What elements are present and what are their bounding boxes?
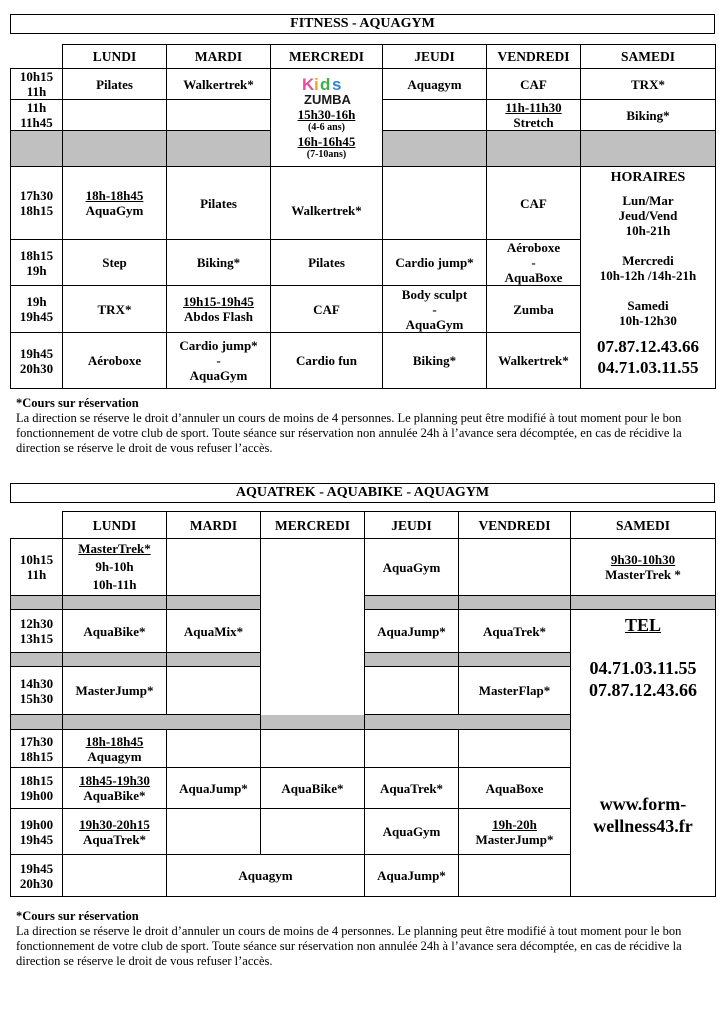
class-cell: AquaTrek*: [365, 768, 459, 809]
class-cell: [365, 730, 459, 768]
notes-header: *Cours sur réservation: [16, 909, 139, 923]
grey-band: [11, 715, 63, 730]
class-cell: Cardio jump* - AquaGym: [167, 333, 271, 389]
class-cell: Zumba: [487, 286, 581, 333]
class-cell: [167, 730, 261, 768]
reservation-notes: [16, 396, 711, 456]
kids-slot2: 16h-16h45: [297, 134, 356, 149]
svg-text:s: s: [331, 75, 341, 94]
class-cell: CAF: [487, 167, 581, 240]
day-header: JEUDI: [383, 45, 487, 69]
day-header: SAMEDI: [581, 45, 716, 69]
kids-age2: (7-10ans): [306, 149, 347, 160]
time-cell: 12h30 13h15: [11, 610, 63, 653]
kids-zumba-logo: [296, 73, 358, 107]
class-cell: [459, 730, 571, 768]
grey-band: [167, 131, 271, 167]
day-header: VENDREDI: [459, 512, 571, 539]
day-header: MERCREDI: [261, 512, 365, 539]
contact-cell: [571, 610, 716, 897]
kids-zumba-cell: [271, 69, 383, 167]
class-cell: Pilates: [271, 240, 383, 286]
time-cell: 19h00 19h45: [11, 809, 63, 855]
phone-number: 07.87.12.43.66: [589, 680, 697, 700]
class-cell: 19h30-20h15 AquaTrek*: [63, 809, 167, 855]
day-header: LUNDI: [63, 45, 167, 69]
class-cell: AquaJump*: [167, 768, 261, 809]
horaires-title: HORAIRES: [610, 170, 686, 185]
class-cell: Cardio jump*: [383, 240, 487, 286]
class-cell: 19h15-19h45 Abdos Flash: [167, 286, 271, 333]
time-cell: 19h45 20h30: [11, 855, 63, 897]
svg-text:i: i: [313, 75, 319, 94]
horaires-line: Lun/Mar: [622, 193, 674, 208]
website-link[interactable]: wellness43.fr: [593, 816, 693, 836]
day-header: SAMEDI: [571, 512, 716, 539]
grey-band: [63, 653, 167, 667]
class-cell: Walkertrek*: [167, 69, 271, 100]
class-cell: AquaBike*: [63, 610, 167, 653]
grey-band: [11, 596, 63, 610]
reservation-notes: [16, 909, 711, 969]
svg-text:K: K: [301, 75, 314, 94]
day-header: LUNDI: [63, 512, 167, 539]
section2-title: AQUATREK - AQUABIKE - AQUAGYM: [10, 483, 715, 503]
horaires-line: 10h-21h: [625, 223, 671, 238]
day-header: MARDI: [167, 512, 261, 539]
website-link[interactable]: www.form-: [599, 794, 687, 814]
kids-slot1: 15h30-16h: [297, 107, 356, 122]
class-cell: 11h-11h30 Stretch: [487, 100, 581, 131]
class-cell: AquaBoxe: [459, 768, 571, 809]
corner-cell: [11, 45, 63, 69]
class-cell: 9h30-10h30 MasterTrek *: [571, 539, 716, 596]
time-cell: 10h15 11h: [11, 69, 63, 100]
horaires-line: 10h-12h /14h-21h: [599, 268, 697, 283]
grey-band: [581, 131, 716, 167]
class-cell: [167, 539, 261, 596]
kids-age1: (4-6 ans): [308, 122, 345, 133]
day-header: MERCREDI: [271, 45, 383, 69]
grey-band: [63, 715, 571, 730]
grey-band: [63, 596, 167, 610]
class-cell: TRX*: [581, 69, 716, 100]
time-cell: 18h15 19h00: [11, 768, 63, 809]
grey-band: [459, 596, 571, 610]
class-cell: 18h45-19h30 AquaBike*: [63, 768, 167, 809]
horaires-cell: [581, 167, 716, 389]
horaires-line: Samedi: [627, 298, 669, 313]
grey-band: [365, 653, 459, 667]
class-cell: AquaJump*: [365, 855, 459, 897]
phone-number: 07.87.12.43.66: [597, 337, 699, 356]
class-cell: MasterTrek* 9h-10h 10h-11h: [63, 539, 167, 596]
class-cell: Walkertrek*: [271, 167, 383, 240]
horaires-line: 10h-12h30: [619, 313, 677, 328]
class-cell: [167, 667, 261, 715]
svg-text:d: d: [319, 75, 330, 94]
class-cell: AquaTrek*: [459, 610, 571, 653]
time-cell: 17h30 18h15: [11, 167, 63, 240]
horaires-line: Jeud/Vend: [618, 208, 678, 223]
class-cell: [365, 667, 459, 715]
class-cell: AquaGym: [365, 809, 459, 855]
class-cell: MasterJump*: [63, 667, 167, 715]
time-cell: 19h45 20h30: [11, 333, 63, 389]
tel-label: TEL: [624, 615, 662, 635]
grey-band: [571, 596, 716, 610]
class-cell: AquaJump*: [365, 610, 459, 653]
day-header: JEUDI: [365, 512, 459, 539]
class-cell: [261, 730, 365, 768]
class-cell: MasterFlap*: [459, 667, 571, 715]
class-cell: Body sculpt - AquaGym: [383, 286, 487, 333]
time-cell: 18h15 19h: [11, 240, 63, 286]
class-cell: [459, 539, 571, 596]
class-cell: Aquagym: [167, 855, 365, 897]
class-cell: Aquagym: [383, 69, 487, 100]
grey-band: [63, 131, 167, 167]
grey-band: [383, 131, 487, 167]
class-cell: Biking*: [581, 100, 716, 131]
class-cell: Aéroboxe - AquaBoxe: [487, 240, 581, 286]
time-cell: 11h 11h45: [11, 100, 63, 131]
class-cell: [261, 809, 365, 855]
class-cell: Aéroboxe: [63, 333, 167, 389]
class-cell: CAF: [487, 69, 581, 100]
phone-number: 04.71.03.11.55: [589, 658, 697, 678]
class-cell: [459, 855, 571, 897]
class-cell: [383, 167, 487, 240]
phone-number: 04.71.03.11.55: [597, 358, 699, 377]
grey-band: [365, 596, 459, 610]
class-cell: 19h-20h MasterJump*: [459, 809, 571, 855]
class-cell: Biking*: [383, 333, 487, 389]
class-cell: Walkertrek*: [487, 333, 581, 389]
class-cell: Step: [63, 240, 167, 286]
time-cell: 17h30 18h15: [11, 730, 63, 768]
class-cell: [383, 100, 487, 131]
class-cell: Cardio fun: [271, 333, 383, 389]
class-cell: [63, 855, 167, 897]
class-cell: 18h-18h45 AquaGym: [63, 167, 167, 240]
fitness-schedule-table: [10, 44, 716, 389]
class-cell: Biking*: [167, 240, 271, 286]
time-cell: 19h 19h45: [11, 286, 63, 333]
mercredi-empty-cell: [261, 539, 365, 730]
corner-cell: [11, 512, 63, 539]
grey-band: [167, 653, 261, 667]
notes-text: La direction se réserve le droit d’annuler un cours de moins de 4 personnes. Le planning peut être modifié à tout moment pour le bon fonctionnement de votre club de sport. Toute séance sur réservation non annulée 24h à l’avance sera décomptée, en cas de récidive la direction se réserve le droit de vous refuser l’accès.: [16, 924, 682, 968]
class-cell: [167, 100, 271, 131]
aqua-schedule-table: [10, 511, 716, 897]
grey-band: [487, 131, 581, 167]
time-cell: 10h15 11h: [11, 539, 63, 596]
grey-band: [11, 653, 63, 667]
class-cell: [167, 809, 261, 855]
class-cell: CAF: [271, 286, 383, 333]
section1-title: FITNESS - AQUAGYM: [10, 14, 715, 34]
day-header: VENDREDI: [487, 45, 581, 69]
notes-header: *Cours sur réservation: [16, 396, 139, 410]
class-cell: 18h-18h45 Aquagym: [63, 730, 167, 768]
class-cell: AquaMix*: [167, 610, 261, 653]
grey-band: [167, 596, 261, 610]
grey-band: [11, 131, 63, 167]
class-cell: TRX*: [63, 286, 167, 333]
grey-band: [459, 653, 571, 667]
time-cell: 14h30 15h30: [11, 667, 63, 715]
class-cell: Pilates: [63, 69, 167, 100]
class-cell: AquaBike*: [261, 768, 365, 809]
horaires-line: Mercredi: [622, 253, 674, 268]
svg-text:ZUMBA: ZUMBA: [303, 92, 351, 107]
class-cell: AquaGym: [365, 539, 459, 596]
day-header: MARDI: [167, 45, 271, 69]
class-cell: [63, 100, 167, 131]
class-cell: Pilates: [167, 167, 271, 240]
notes-text: La direction se réserve le droit d’annuler un cours de moins de 4 personnes. Le planning peut être modifié à tout moment pour le bon fonctionnement de votre club de sport. Toute séance sur réservation non annulée 24h à l’avance sera décomptée, en cas de récidive la direction se réserve le droit de vous refuser l’accès.: [16, 411, 682, 455]
